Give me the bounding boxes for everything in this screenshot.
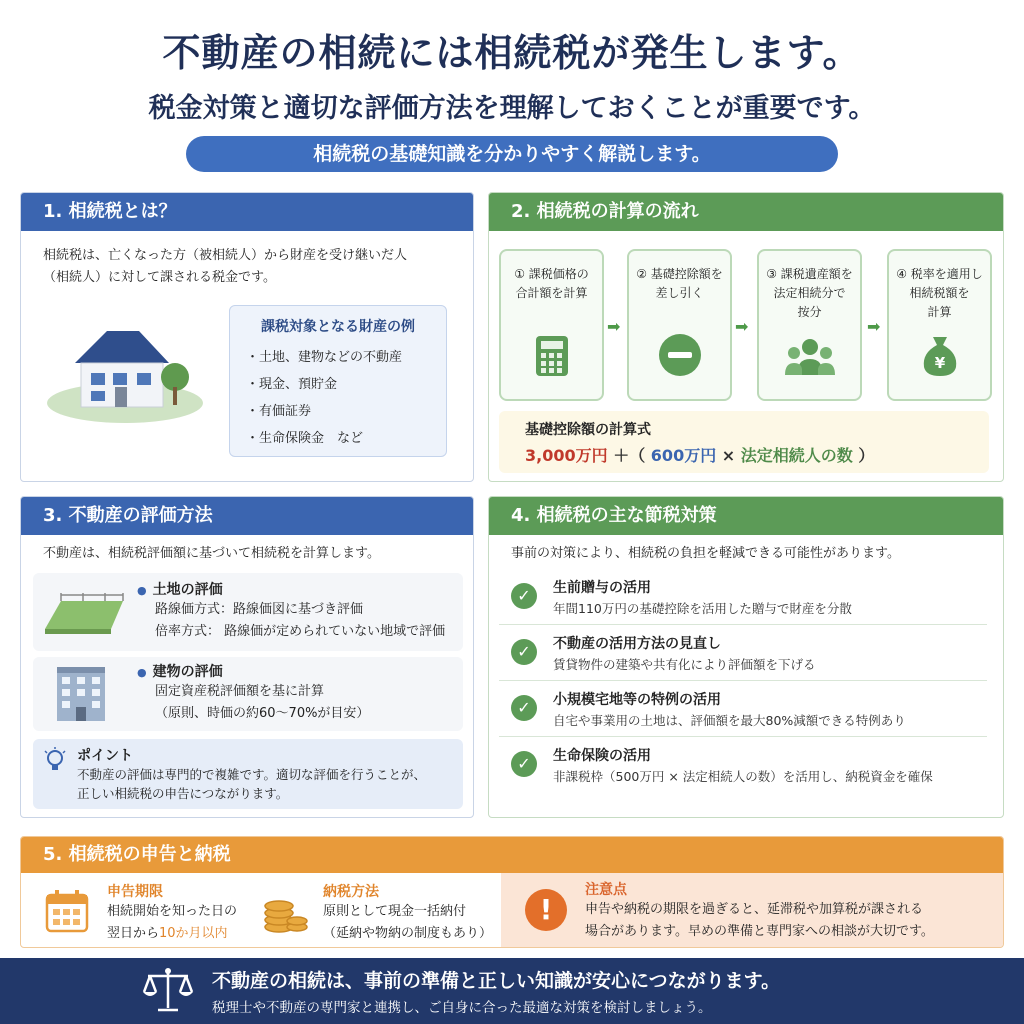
land-method-line: 路線価方式：路線価図に基づき評価	[155, 602, 364, 617]
tip-item	[499, 683, 987, 737]
lightbulb-icon	[43, 747, 67, 779]
land-method-line: 倍率方式： 路線価が定められていない地域で評価	[155, 624, 446, 639]
deadline-period: 10か月以内	[159, 926, 228, 941]
list-item: ・有価証券	[246, 404, 312, 419]
basic-deduction-formula	[525, 443, 874, 466]
payment-line: （延納や物納の制度もあり）	[323, 926, 493, 941]
step-line: ② 基礎控除額を	[636, 267, 723, 281]
deadline-line	[107, 923, 237, 945]
tip-title: 小規模宅地等の特例の活用	[553, 692, 721, 708]
formula-operator: ＋（	[613, 446, 646, 465]
payment-title: 納税方法	[323, 884, 379, 900]
section-3-intro: 不動産は、相続税評価額に基づいて相続税を計算します。	[43, 546, 380, 561]
step-line: ③ 課税遺産額を	[766, 267, 853, 281]
list-item: ・現金、預貯金	[246, 377, 338, 392]
tip-description: 非課税枠（500万円 × 法定相続人の数）を活用し、納税資金を確保	[553, 769, 933, 784]
deadline-block	[107, 881, 237, 945]
caution-line: 場合があります。早めの準備と専門家への相談が大切です。	[585, 924, 934, 939]
step-text	[759, 265, 860, 322]
formula-term: 600万円	[650, 446, 717, 465]
point-text	[77, 765, 426, 803]
caution-box	[501, 873, 1004, 948]
page-subtitle: 税金対策と適切な評価方法を理解しておくことが重要です。	[148, 93, 876, 124]
caution-text	[585, 879, 934, 943]
money-bag-icon	[920, 333, 960, 381]
step-line: 合計額を計算	[515, 286, 588, 300]
building-valuation-text	[137, 661, 369, 725]
step-line: ① 課税価格の	[514, 267, 589, 281]
taxable-assets-callout	[229, 305, 447, 457]
calculator-icon	[535, 335, 569, 381]
intro-line: 相続税は、亡くなった方（被相続人）から財産を受け継いだ人	[43, 248, 408, 263]
svg-text:¥: ¥	[934, 354, 945, 372]
tip-item	[499, 627, 987, 681]
deadline-line: 相続開始を知った日の	[107, 904, 238, 919]
tip-description: 自宅や事業用の土地は、評価額を最大80%減額できる特例あり	[553, 713, 906, 728]
tip-title: 生前贈与の活用	[553, 580, 651, 596]
checkmark-icon: ✓	[511, 639, 537, 665]
deadline-title: 申告期限	[107, 884, 163, 900]
checkmark-icon: ✓	[511, 695, 537, 721]
step-line: 相続税額を	[909, 286, 970, 300]
tip-title: 不動産の活用方法の見直し	[553, 636, 721, 652]
payment-line: 原則として現金一括納付	[323, 904, 467, 919]
section-3-heading: 3. 不動産の評価方法	[21, 497, 473, 535]
list-item-label: 現金、預貯金	[259, 377, 338, 392]
tip-description: 賃貸物件の建築や共有化により評価額を下げる	[553, 657, 816, 672]
land-valuation-row	[33, 573, 463, 651]
building-method-line: （原則、時価の約60〜70%が目安）	[155, 706, 370, 721]
checkmark-icon: ✓	[511, 751, 537, 777]
minus-icon	[658, 333, 702, 381]
section-2-heading: 2. 相続税の計算の流れ	[489, 193, 1003, 231]
building-title	[137, 661, 369, 681]
step-line: 按分	[797, 305, 822, 319]
formula-operator: ×	[721, 446, 736, 465]
intro-line: （相続人）に対して課される税金です。	[43, 270, 276, 285]
step-card	[499, 249, 604, 401]
caution-title: 注意点	[585, 882, 627, 898]
exclamation-icon: !	[525, 889, 567, 931]
section-5-heading: 5. 相続税の申告と納税	[21, 837, 1003, 873]
scales-icon	[142, 966, 194, 1018]
section-filing-and-payment	[20, 836, 1004, 948]
building-method-line: 固定資産税評価額を基に計算	[155, 684, 325, 699]
point-box	[33, 739, 463, 809]
coins-icon	[263, 889, 309, 939]
section-valuation-methods	[20, 496, 474, 818]
building-valuation-row	[33, 657, 463, 731]
formula-operator: ）	[858, 446, 875, 465]
page-title: 不動産の相続には相続税が発生します。	[162, 31, 862, 75]
arrow-right-icon: ➡	[867, 317, 881, 336]
step-card	[757, 249, 862, 401]
land-illustration	[43, 587, 125, 641]
list-item-label: 有価証券	[259, 404, 312, 419]
section-4-intro: 事前の対策により、相続税の負担を軽減できる可能性があります。	[511, 546, 900, 561]
section-1-intro	[43, 245, 463, 289]
section-4-heading: 4. 相続税の主な節税対策	[489, 497, 1003, 535]
checkmark-icon: ✓	[511, 583, 537, 609]
caution-line: 申告や納税の期限を過ぎると、延滞税や加算税が課される	[585, 902, 924, 917]
step-line: 法定相続分で	[773, 286, 846, 300]
bullet-icon: ●	[137, 584, 147, 597]
formula-term: 3,000万円	[525, 446, 608, 465]
step-line: 計算	[927, 305, 952, 319]
point-title: ポイント	[77, 748, 133, 764]
step-line: ④ 税率を適用し	[896, 267, 983, 281]
step-card	[627, 249, 732, 401]
calendar-icon	[45, 889, 89, 937]
building-illustration	[53, 665, 109, 727]
bullet-icon: ●	[137, 666, 147, 679]
section-1-heading: 1. 相続税とは？	[21, 193, 473, 231]
formula-box	[499, 411, 989, 473]
arrow-right-icon: ➡	[735, 317, 749, 336]
land-title-label: 土地の評価	[152, 582, 223, 598]
section-what-is-inheritance-tax	[20, 192, 474, 482]
arrow-right-icon: ➡	[607, 317, 621, 336]
footer-message: 不動産の相続は、事前の準備と正しい知識が安心につながります。	[212, 970, 781, 992]
point-line: 正しい相続税の申告につながります。	[77, 786, 289, 801]
point-line: 不動産の評価は専門的で複雑です。適切な評価を行うことが、	[77, 767, 427, 782]
step-text	[889, 265, 990, 322]
tip-item	[499, 739, 987, 793]
building-title-label: 建物の評価	[152, 664, 223, 680]
deadline-prefix: 翌日から	[107, 926, 160, 941]
section-calculation-flow	[488, 192, 1004, 482]
tip-title: 生命保険の活用	[553, 748, 651, 764]
formula-title: 基礎控除額の計算式	[525, 422, 651, 438]
intro-banner: 相続税の基礎知識を分かりやすく解説します。	[186, 136, 838, 172]
payment-block	[323, 881, 492, 945]
tip-item	[499, 571, 987, 625]
footer-submessage: 税理士や不動産の専門家と連携し、ご自身に合った最適な対策を検討しましょう。	[212, 1000, 712, 1016]
people-icon	[785, 337, 835, 381]
list-item: ・生命保険金 など	[246, 431, 364, 446]
section-tax-saving-measures	[488, 496, 1004, 818]
formula-term: 法定相続人の数	[740, 446, 853, 465]
step-card	[887, 249, 992, 401]
step-text	[501, 265, 602, 303]
callout-title: 課税対象となる財産の例	[261, 319, 415, 335]
land-valuation-text	[137, 579, 445, 643]
land-title	[137, 579, 445, 599]
taxable-assets-list	[230, 344, 446, 452]
tip-description: 年間110万円の基礎控除を活用した贈与で財産を分散	[553, 601, 852, 616]
footer-banner	[0, 958, 1024, 1024]
list-item-label: 生命保険金 など	[259, 431, 364, 446]
house-illustration	[45, 321, 205, 429]
list-item: ・土地、建物などの不動産	[246, 350, 403, 365]
list-item-label: 土地、建物などの不動産	[259, 350, 403, 365]
step-line: 差し引く	[655, 286, 704, 300]
step-text	[629, 265, 730, 303]
